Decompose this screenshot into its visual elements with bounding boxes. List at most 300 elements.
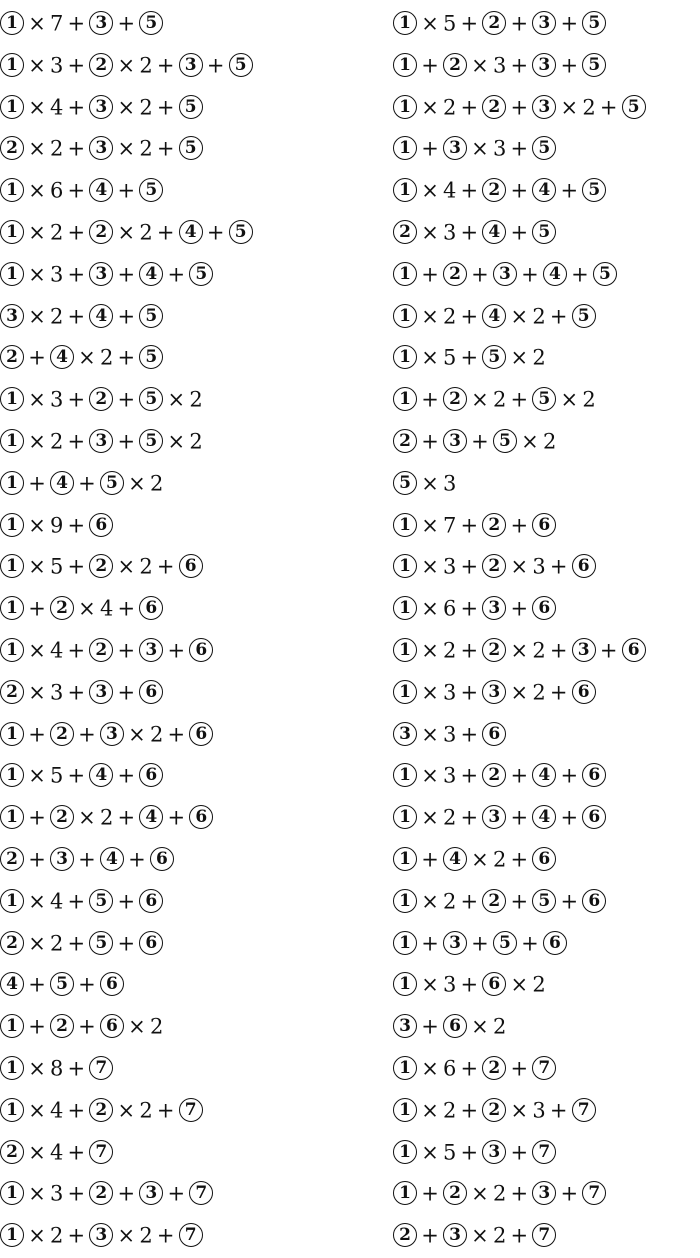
formula-text: +	[456, 11, 483, 36]
formula-text: +	[506, 1140, 533, 1165]
circled-number: 5	[179, 136, 203, 160]
formula-text: 2	[492, 1181, 507, 1206]
circled-number: 6	[189, 722, 213, 746]
formula-text: +	[456, 178, 483, 203]
circled-number: 1	[393, 763, 417, 787]
formula-text: +	[516, 931, 543, 956]
formula-text: 3	[442, 763, 457, 788]
circled-number: 1	[393, 847, 417, 871]
formula-text: 3	[442, 554, 457, 579]
formula-text: 4	[49, 1140, 64, 1165]
formula-row	[0, 505, 253, 547]
circled-number: 6	[572, 680, 596, 704]
formula-text: +	[545, 554, 572, 579]
circled-number: 3	[482, 680, 506, 704]
formula-text: +	[63, 1181, 90, 1206]
circled-number: 3	[532, 53, 556, 77]
formula-text: ×	[113, 1223, 140, 1248]
formula-text: ×	[123, 1014, 150, 1039]
circled-number: 6	[482, 972, 506, 996]
formula-text: 2	[492, 847, 507, 872]
formula-text: +	[24, 722, 50, 747]
formula-row	[393, 714, 646, 756]
circled-number: 5	[139, 429, 163, 453]
formula-text: ×	[417, 471, 443, 496]
formula-text: +	[113, 805, 140, 830]
formula-text: 2	[492, 1014, 507, 1039]
formula-text: ×	[24, 178, 50, 203]
formula-text: ×	[417, 178, 443, 203]
circled-number: 4	[89, 304, 113, 328]
formula-text: ×	[417, 1056, 443, 1081]
formula-text: 9	[49, 513, 64, 538]
formula-text: 2	[49, 429, 64, 454]
circled-number: 1	[393, 1181, 417, 1205]
formula-text: +	[73, 847, 100, 872]
formula-text: 3	[49, 387, 64, 412]
formula-row	[393, 839, 646, 881]
formula-text: ×	[73, 596, 100, 621]
formula-row	[0, 964, 253, 1006]
formula-text: 3	[532, 1098, 546, 1123]
formula-text: +	[466, 262, 493, 287]
circled-number: 3	[139, 638, 163, 662]
formula-row	[0, 1132, 253, 1174]
formula-text: +	[466, 429, 493, 454]
circled-number: 3	[89, 262, 113, 286]
circled-number: 1	[393, 178, 417, 202]
circled-number: 2	[89, 220, 113, 244]
formula-text: ×	[24, 1098, 50, 1123]
formula-text: +	[595, 95, 622, 120]
formula-row	[0, 170, 253, 212]
formula-text: 3	[442, 972, 457, 997]
formula-row	[0, 839, 253, 881]
formula-row	[0, 797, 253, 839]
formula-text: ×	[113, 95, 140, 120]
formula-text: 2	[49, 304, 64, 329]
formula-text: +	[24, 596, 50, 621]
formula-text: ×	[417, 95, 443, 120]
circled-number: 5	[532, 387, 556, 411]
circled-number: 5	[139, 178, 163, 202]
formula-text: +	[63, 1098, 90, 1123]
circled-number: 3	[482, 596, 506, 620]
formula-text: +	[152, 1098, 179, 1123]
formula-row	[0, 212, 253, 254]
formula-text: 8	[49, 1056, 64, 1081]
formula-row	[0, 87, 253, 129]
circled-number: 2	[393, 1223, 417, 1247]
circled-number: 2	[0, 345, 24, 369]
circled-number: 5	[582, 53, 606, 77]
circled-number: 1	[393, 1140, 417, 1164]
circled-number: 3	[89, 11, 113, 35]
formula-text: ×	[24, 889, 50, 914]
formula-text: 4	[49, 889, 64, 914]
circled-number: 3	[179, 53, 203, 77]
formula-row	[393, 463, 646, 505]
formula-text: ×	[417, 220, 443, 245]
formula-text: +	[163, 262, 190, 287]
circled-number: 1	[0, 1223, 24, 1247]
formula-text: ×	[506, 972, 533, 997]
formula-text: 2	[49, 136, 64, 161]
formula-text: +	[417, 262, 443, 287]
formula-text: +	[456, 972, 483, 997]
circled-number: 2	[0, 1140, 24, 1164]
formula-text: +	[506, 1181, 533, 1206]
formula-text: +	[417, 1181, 443, 1206]
formula-row	[0, 463, 253, 505]
circled-number: 3	[532, 1181, 556, 1205]
formula-text: +	[24, 847, 50, 872]
formula-row	[0, 379, 253, 421]
circled-number: 1	[393, 1098, 417, 1122]
formula-row	[0, 296, 253, 338]
formula-text: 2	[532, 304, 546, 329]
circled-number: 7	[179, 1098, 203, 1122]
formula-text: ×	[506, 680, 533, 705]
formula-text: +	[63, 554, 90, 579]
formula-text: 2	[139, 95, 153, 120]
circled-number: 7	[532, 1223, 556, 1247]
circled-number: 5	[229, 220, 253, 244]
circled-number: 2	[482, 554, 506, 578]
formula-row	[393, 1173, 646, 1215]
formula-text: ×	[113, 1098, 140, 1123]
formula-text: 3	[49, 1181, 64, 1206]
circled-number: 5	[582, 11, 606, 35]
formula-text: ×	[466, 847, 493, 872]
formula-text: 2	[532, 972, 546, 997]
formula-text: ×	[113, 136, 140, 161]
formula-row	[393, 1006, 646, 1048]
formula-row	[393, 881, 646, 923]
formula-row	[393, 1090, 646, 1132]
formula-text: +	[417, 387, 443, 412]
formula-row	[0, 630, 253, 672]
formula-text: +	[113, 345, 140, 370]
formula-text: 2	[99, 805, 114, 830]
formula-text: 5	[442, 345, 457, 370]
formula-text: +	[417, 136, 443, 161]
formula-text: +	[163, 1181, 190, 1206]
formula-text: +	[556, 805, 583, 830]
formula-text: +	[113, 178, 140, 203]
formula-text: +	[113, 11, 140, 36]
circled-number: 2	[482, 889, 506, 913]
formula-text: +	[506, 220, 533, 245]
formula-text: +	[113, 889, 140, 914]
formula-text: +	[152, 53, 179, 78]
circled-number: 1	[393, 1056, 417, 1080]
circled-number: 2	[89, 387, 113, 411]
formula-text: ×	[123, 471, 150, 496]
circled-number: 3	[443, 136, 467, 160]
formula-text: ×	[417, 722, 443, 747]
circled-number: 2	[0, 931, 24, 955]
circled-number: 4	[50, 471, 74, 495]
formula-text: +	[63, 220, 90, 245]
circled-number: 1	[393, 638, 417, 662]
formula-text: ×	[417, 1140, 443, 1165]
circled-number: 1	[0, 763, 24, 787]
formula-text: +	[516, 262, 543, 287]
formula-text: +	[506, 1223, 533, 1248]
formula-text: 2	[189, 429, 203, 454]
circled-number: 5	[532, 220, 556, 244]
formula-text: 2	[139, 220, 153, 245]
formula-text: +	[152, 95, 179, 120]
formula-text: 2	[139, 1098, 153, 1123]
formula-text: 2	[442, 638, 457, 663]
circled-number: 5	[493, 931, 517, 955]
circled-number: 2	[50, 722, 74, 746]
formula-text: 5	[442, 11, 457, 36]
formula-row	[393, 672, 646, 714]
formula-text: 2	[582, 95, 596, 120]
formula-text: 2	[139, 554, 153, 579]
circled-number: 4	[532, 763, 556, 787]
formula-text: +	[556, 178, 583, 203]
circled-number: 5	[532, 889, 556, 913]
formula-text: +	[63, 931, 90, 956]
formula-text: +	[506, 763, 533, 788]
circled-number: 2	[443, 387, 467, 411]
circled-number: 3	[50, 847, 74, 871]
circled-number: 5	[493, 429, 517, 453]
formula-text: ×	[24, 680, 50, 705]
formula-text: ×	[163, 387, 190, 412]
formula-row	[393, 170, 646, 212]
circled-number: 3	[89, 429, 113, 453]
formula-row	[393, 212, 646, 254]
formula-text: +	[417, 931, 443, 956]
formula-text: ×	[24, 1223, 50, 1248]
circled-number: 1	[393, 805, 417, 829]
formula-row	[0, 672, 253, 714]
formula-text: +	[113, 680, 140, 705]
formula-row	[393, 128, 646, 170]
formula-text: 4	[99, 596, 114, 621]
circled-number: 3	[89, 1223, 113, 1247]
circled-number: 6	[139, 763, 163, 787]
formula-text: +	[456, 763, 483, 788]
formula-text: ×	[466, 387, 493, 412]
circled-number: 2	[482, 1098, 506, 1122]
formula-text: ×	[417, 805, 443, 830]
formula-text: 2	[492, 1223, 507, 1248]
formula-text: +	[466, 931, 493, 956]
circled-number: 3	[443, 429, 467, 453]
right-column	[393, 3, 646, 1257]
formula-text: ×	[24, 262, 50, 287]
formula-text: +	[556, 53, 583, 78]
formula-text: ×	[24, 1140, 50, 1165]
circled-number: 3	[493, 262, 517, 286]
circled-number: 2	[89, 1181, 113, 1205]
circled-number: 5	[622, 95, 646, 119]
formula-text: +	[63, 763, 90, 788]
formula-row	[393, 1215, 646, 1257]
circled-number: 6	[582, 805, 606, 829]
formula-text: ×	[24, 513, 50, 538]
formula-text: +	[456, 95, 483, 120]
formula-text: 2	[442, 889, 457, 914]
formula-text: 3	[49, 53, 64, 78]
formula-text: ×	[417, 972, 443, 997]
circled-number: 6	[532, 596, 556, 620]
circled-number: 7	[179, 1223, 203, 1247]
circled-number: 2	[50, 596, 74, 620]
formula-text: 2	[49, 931, 64, 956]
formula-text: 5	[49, 554, 64, 579]
formula-text: ×	[417, 554, 443, 579]
formula-row	[393, 797, 646, 839]
formula-text: 2	[542, 429, 557, 454]
formula-text: +	[24, 1014, 50, 1039]
circled-number: 4	[532, 805, 556, 829]
circled-number: 7	[189, 1181, 213, 1205]
formula-text: 2	[582, 387, 596, 412]
circled-number: 2	[89, 1098, 113, 1122]
circled-number: 5	[139, 11, 163, 35]
circled-number: 6	[189, 805, 213, 829]
circled-number: 5	[50, 972, 74, 996]
circled-number: 3	[532, 11, 556, 35]
formula-text: +	[506, 889, 533, 914]
circled-number: 1	[0, 638, 24, 662]
formula-row	[393, 588, 646, 630]
formula-text: ×	[556, 95, 583, 120]
formula-text: ×	[506, 1098, 533, 1123]
formula-text: +	[456, 638, 483, 663]
circled-number: 2	[0, 680, 24, 704]
formula-text: +	[24, 805, 50, 830]
formula-text: 3	[442, 220, 457, 245]
formula-text: +	[456, 722, 483, 747]
formula-text: +	[545, 1098, 572, 1123]
formula-text: +	[506, 805, 533, 830]
formula-text: +	[456, 889, 483, 914]
circled-number: 4	[179, 220, 203, 244]
circled-number: 2	[443, 262, 467, 286]
circled-number: 2	[50, 805, 74, 829]
circled-number: 2	[0, 847, 24, 871]
formula-text: +	[63, 11, 90, 36]
formula-text: +	[24, 972, 50, 997]
circled-number: 6	[100, 972, 124, 996]
formula-text: ×	[24, 387, 50, 412]
circled-number: 2	[482, 178, 506, 202]
formula-text: +	[456, 596, 483, 621]
formula-text: 7	[49, 11, 64, 36]
formula-text: +	[113, 304, 140, 329]
formula-text: ×	[417, 889, 443, 914]
circled-number: 6	[89, 513, 113, 537]
circled-number: 1	[0, 11, 24, 35]
circled-number: 7	[572, 1098, 596, 1122]
circled-number: 3	[443, 931, 467, 955]
circled-number: 6	[622, 638, 646, 662]
circled-number: 1	[393, 972, 417, 996]
formula-text: ×	[556, 387, 583, 412]
left-column	[0, 3, 253, 1257]
formula-text: +	[113, 429, 140, 454]
circled-number: 3	[443, 1223, 467, 1247]
formula-text: +	[545, 304, 572, 329]
formula-text: +	[163, 805, 190, 830]
formula-text: +	[556, 11, 583, 36]
circled-number: 1	[0, 1014, 24, 1038]
circled-number: 3	[572, 638, 596, 662]
circled-number: 5	[393, 471, 417, 495]
formula-text: ×	[24, 638, 50, 663]
formula-row	[0, 1006, 253, 1048]
formula-row	[393, 630, 646, 672]
formula-text: 2	[139, 53, 153, 78]
circled-number: 4	[100, 847, 124, 871]
circled-number: 2	[443, 53, 467, 77]
formula-text: ×	[113, 53, 140, 78]
formula-text: ×	[24, 554, 50, 579]
formula-text: 4	[49, 95, 64, 120]
circled-number: 3	[89, 95, 113, 119]
circled-number: 4	[543, 262, 567, 286]
formula-text: 6	[49, 178, 64, 203]
formula-text: +	[456, 1140, 483, 1165]
formula-row	[393, 45, 646, 87]
formula-text: 2	[189, 387, 203, 412]
formula-text: +	[456, 1056, 483, 1081]
formula-row	[393, 87, 646, 129]
formula-text: +	[152, 136, 179, 161]
formula-text: +	[113, 931, 140, 956]
circled-number: 2	[50, 1014, 74, 1038]
formula-text: +	[417, 1223, 443, 1248]
formula-text: 4	[442, 178, 457, 203]
formula-row	[393, 254, 646, 296]
circled-number: 2	[393, 220, 417, 244]
circled-number: 6	[139, 931, 163, 955]
circled-number: 1	[393, 304, 417, 328]
formula-text: +	[545, 638, 572, 663]
formula-row	[393, 755, 646, 797]
formula-text: 2	[442, 805, 457, 830]
circled-number: 6	[582, 763, 606, 787]
circled-number: 5	[89, 931, 113, 955]
circled-number: 1	[393, 513, 417, 537]
circled-number: 7	[532, 1140, 556, 1164]
formula-row	[393, 337, 646, 379]
formula-text: 2	[49, 220, 64, 245]
formula-text: +	[202, 53, 229, 78]
circled-number: 1	[0, 262, 24, 286]
formula-text: ×	[417, 763, 443, 788]
circled-number: 1	[0, 429, 24, 453]
circled-number: 2	[443, 1181, 467, 1205]
formula-row	[0, 45, 253, 87]
formula-text: 2	[442, 1098, 457, 1123]
circled-number: 2	[482, 95, 506, 119]
formula-text: +	[63, 1140, 90, 1165]
formula-text: ×	[417, 345, 443, 370]
formula-text: +	[506, 136, 533, 161]
formula-text: +	[73, 1014, 100, 1039]
formula-text: +	[456, 680, 483, 705]
circled-number: 4	[482, 304, 506, 328]
